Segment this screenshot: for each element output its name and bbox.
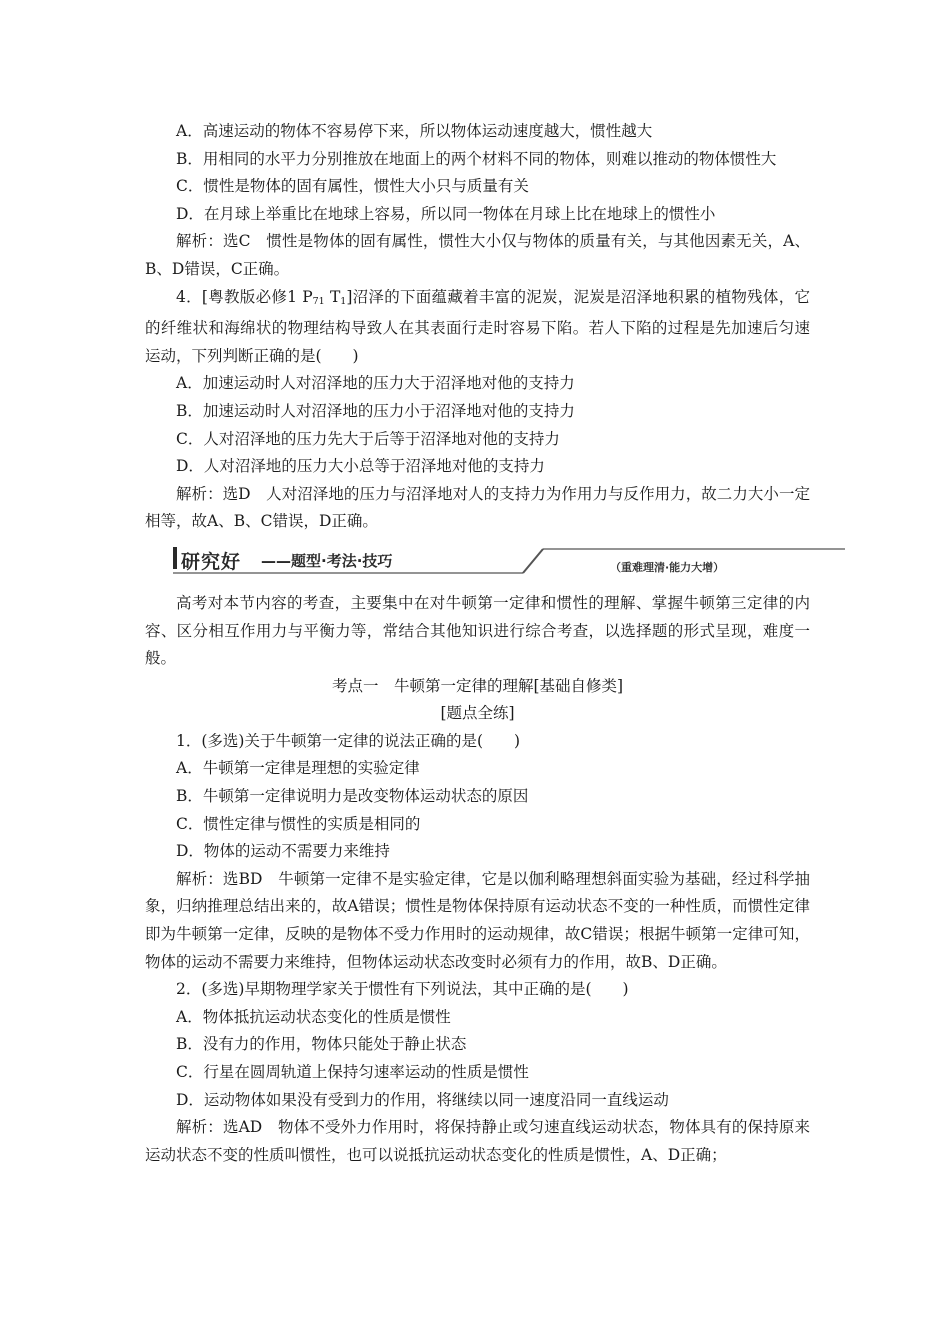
q3-option-b: B．用相同的水平力分别推放在地面上的两个材料不同的物体，则难以推动的物体惯性大 (176, 149, 777, 168)
banner-title: 研究好 (181, 550, 242, 573)
q3-option-a: A．高速运动的物体不容易停下来，所以物体运动速度越大，惯性越大 (176, 122, 653, 140)
section-intro: 高考对本节内容的考查，主要集中在对牛顿第一定律和惯性的理解、掌握牛顿第三定律的内容、区分相互作用力与平衡力等，常结合其他知识进行综合考查，以选择题的形式呈现，难度一般。 (145, 593, 810, 668)
tidian-heading: [题点全练] (440, 704, 515, 723)
p2-analysis: 解析：选AD 物体不受外力作用时，将保持静止或匀速直线运动状态，物体具有的保持原来运动状态不变的性质叫惯性，也可以说抵抗运动状态变化的性质是惯性，A、D正确； (145, 1118, 810, 1164)
q4-stem (145, 284, 810, 371)
p1-stem: 1．(多选)关于牛顿第一定律的说法正确的是( ) (176, 731, 521, 750)
p2-option-a: A．物体抵抗运动状态变化的性质是惯性 (176, 1007, 451, 1026)
q3-analysis: 解析：选C 惯性是物体的固有属性，惯性大小仅与物体的质量有关，与其他因素无关，A、B、D错误，C正确。 (145, 232, 810, 278)
p2-option-c: C．行星在圆周轨道上保持匀速率运动的性质是惯性 (176, 1063, 529, 1081)
q4-option-c: C．人对沼泽地的压力先大于后等于沼泽地对他的支持力 (176, 429, 560, 448)
q4-analysis: 解析：选D 人对沼泽地的压力与沼泽地对人的支持力为作用力与反作用力，故二力大小一定相等，故A、B、C错误，D正确。 (145, 484, 810, 531)
kaodian-title: 考点一 牛顿第一定律的理解[基础自修类] (331, 676, 624, 695)
p1-analysis: 解析：选BD 牛顿第一定律不是实验定律，它是以伽利略理想斜面实验为基础，经过科学抽象，归纳推理总结出来的，故A错误；惯性是物体保持原有运动状态不变的一种性质，而惯性定律即为牛顿第一定律，反映的是物体不受力作用时的运动规律，故C错误；根据牛顿第一定律可知，物体的运动不需要力来维持，但物体运动状态改变时必须有力的作用，故B、D正确。 (145, 869, 810, 971)
page-content (145, 118, 810, 1169)
section-banner (145, 544, 845, 582)
q3-option-c: C．惯性是物体的固有属性，惯性大小只与质量有关 (176, 177, 529, 196)
banner-decoration (145, 544, 845, 582)
q4-option-d: D．人对沼泽地的压力大小总等于沼泽地对他的支持力 (176, 457, 545, 476)
p1-option-c: C．惯性定律与惯性的实质是相同的 (176, 814, 421, 833)
q4-ref-num: 1 (340, 295, 347, 307)
q4-stem-text: ]沼泽的下面蕴藏着丰富的泥炭，泥炭是沼泽地积累的植物残体，它的纤维状和海绵状的物理结构导致人在其表面行走时容易下陷。若人下陷的过程是先加速后匀速运动，下列判断正确的是( ) (145, 287, 810, 365)
q4-option-a: A．加速运动时人对沼泽地的压力大于沼泽地对他的支持力 (176, 374, 575, 393)
banner-subtitle: ——题型·考法·技巧 (261, 551, 393, 570)
q4-ref-page: 71 (312, 295, 325, 307)
p1-option-b: B．牛顿第一定律说明力是改变物体运动状态的原因 (176, 787, 529, 806)
p2-option-d: D．运动物体如果没有受到力的作用，将继续以同一速度沿同一直线运动 (176, 1090, 669, 1109)
q4-ref-prefix: 4．[粤教版必修1 P (176, 287, 313, 306)
q4-ref-mid: T (324, 287, 341, 306)
banner-note: （重难理清·能力大增） (610, 560, 725, 574)
p2-stem: 2．(多选)早期物理学家关于惯性有下列说法，其中正确的是( ) (176, 980, 629, 999)
p1-option-d: D．物体的运动不需要力来维持 (176, 842, 390, 861)
p1-option-a: A．牛顿第一定律是理想的实验定律 (176, 759, 420, 778)
p2-option-b: B．没有力的作用，物体只能处于静止状态 (176, 1035, 467, 1054)
q3-option-d: D．在月球上举重比在地球上容易，所以同一物体在月球上比在地球上的惯性小 (176, 204, 716, 223)
q4-option-b: B．加速运动时人对沼泽地的压力小于沼泽地对他的支持力 (176, 401, 575, 420)
